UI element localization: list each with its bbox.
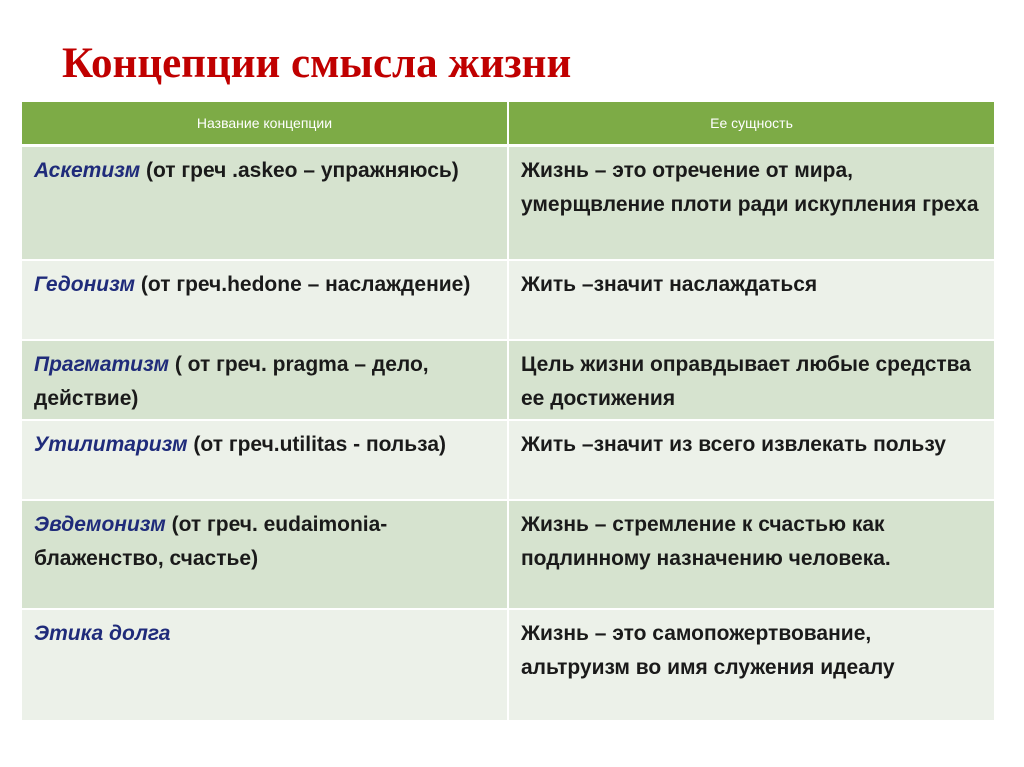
concept-origin: (от греч. eudaimonia-блаженство, счастье) — [34, 512, 388, 570]
concept-cell — [22, 146, 508, 260]
table-header-row — [22, 102, 994, 146]
concept-cell — [22, 420, 508, 500]
essence-cell: Жизнь – это отречение от мира, умерщвление плоти ради искупления греха — [508, 146, 994, 260]
table-row — [22, 260, 994, 340]
table-row — [22, 340, 994, 420]
header-concept-name: Название концепции — [22, 102, 508, 146]
concept-term: Этика долга — [34, 621, 171, 645]
table-row — [22, 609, 994, 721]
concept-cell — [22, 340, 508, 420]
essence-cell: Цель жизни оправдывает любые средства ее достижения — [508, 340, 994, 420]
essence-cell: Жизнь – стремление к счастью как подлинному назначению человека. — [508, 500, 994, 609]
concept-term: Эвдемонизм — [34, 512, 166, 536]
concept-cell — [22, 609, 508, 721]
concept-term: Аскетизм — [34, 159, 141, 182]
table-row — [22, 420, 994, 500]
table-row — [22, 500, 994, 609]
concepts-table — [22, 102, 994, 722]
slide-title: Концепции смысла жизни — [62, 40, 572, 87]
concept-term: Утилитаризм — [34, 432, 188, 456]
essence-cell: Жизнь – это самопожертвование, альтруизм во имя служения идеалу — [508, 609, 994, 721]
concept-cell — [22, 260, 508, 340]
concept-origin: ( от греч. pragma – дело, действие) — [34, 352, 429, 410]
concept-term: Гедонизм — [34, 272, 136, 296]
concept-origin: (от греч.hedone – наслаждение) — [135, 272, 471, 296]
concept-origin: (от греч .askeo – упражняюсь) — [140, 159, 459, 182]
concept-cell — [22, 500, 508, 609]
essence-cell: Жить –значит из всего извлекать пользу — [508, 420, 994, 500]
essence-cell: Жить –значит наслаждаться — [508, 260, 994, 340]
concept-origin: (от греч.utilitas - польза) — [187, 432, 447, 456]
table-row — [22, 146, 994, 260]
header-essence: Ее сущность — [508, 102, 994, 146]
concept-term: Прагматизм — [34, 352, 169, 376]
